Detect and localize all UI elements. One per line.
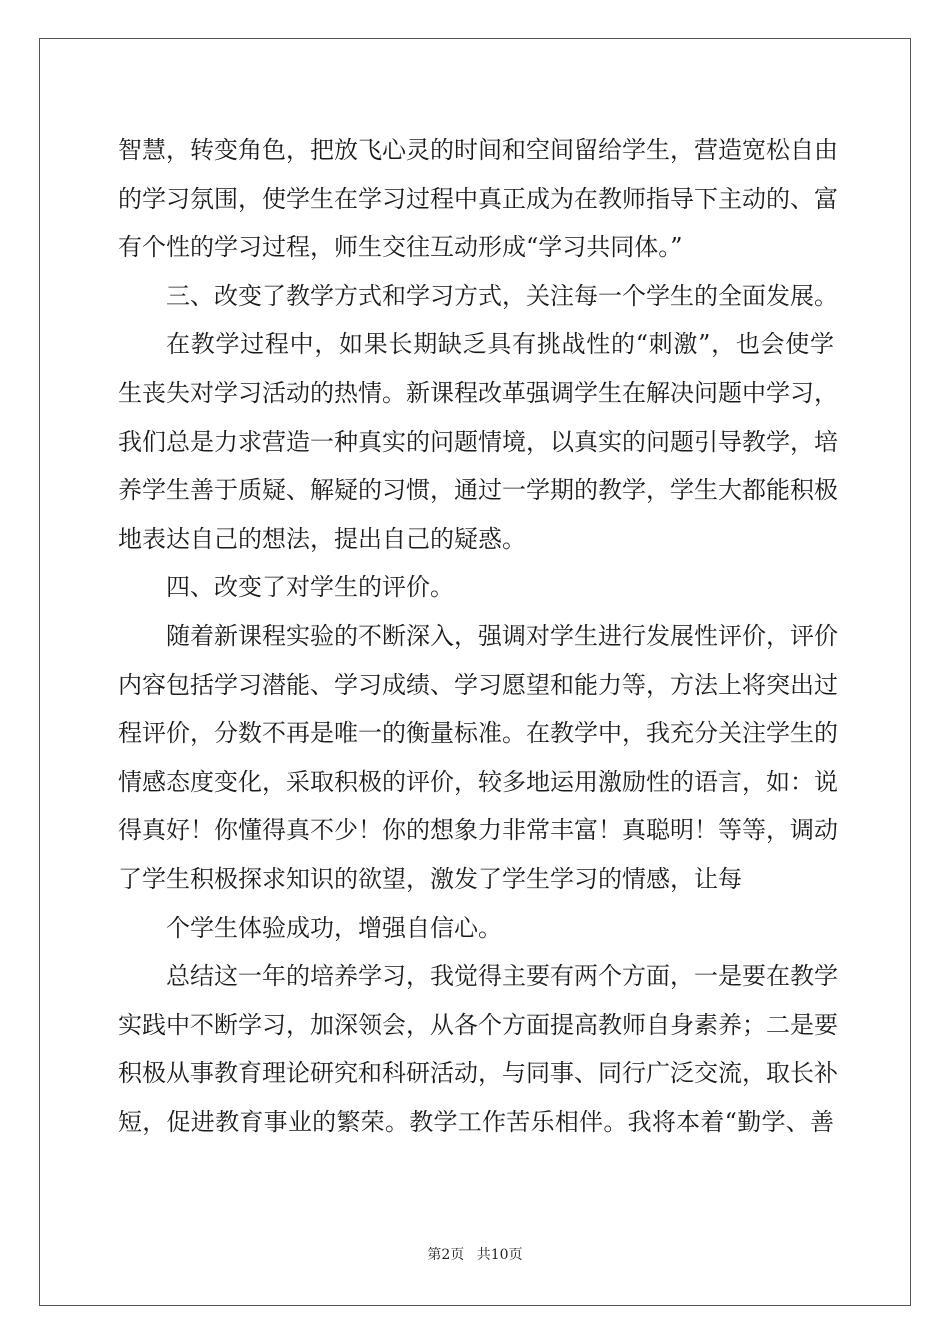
text-line: 短，促进教育事业的繁荣。教学工作苦乐相伴。我将本着“勤学、善 bbox=[118, 1107, 834, 1136]
text-line: 个学生体验成功，增强自信心。 bbox=[166, 913, 502, 942]
text-line: 有个性的学习过程，师生交往互动形成“学习共同体。” bbox=[118, 233, 683, 262]
page-number: 第2页 bbox=[427, 1247, 465, 1263]
text-line: 在教学过程中，如果长期缺乏具有挑战性的“刺激”，也会使学 bbox=[166, 330, 834, 359]
text-line: 总结这一年的培养学习，我觉得主要有两个方面，一是要在教学 bbox=[166, 962, 838, 991]
text-line: 三、改变了教学方式和学习方式，关注每一个学生的全面发展。 bbox=[166, 281, 838, 310]
text-line: 养学生善于质疑、解疑的习惯，通过一学期的教学，学生大都能积极 bbox=[118, 476, 838, 505]
text-line: 实践中不断学习，加深领会，从各个方面提高教师自身素养；二是要 bbox=[118, 1010, 838, 1039]
text-line: 智慧，转变角色，把放飞心灵的时间和空间留给学生，营造宽松自由 bbox=[118, 136, 838, 164]
text-line: 地表达自己的想法，提出自己的疑惑。 bbox=[118, 524, 526, 553]
text-line: 情感态度变化，采取积极的评价，较多地运用激励性的语言，如：说 bbox=[118, 767, 838, 796]
page-total: 共10页 bbox=[476, 1247, 523, 1263]
text-line: 积极从事教育理论研究和科研活动，与同事、同行广泛交流，取长补 bbox=[118, 1059, 838, 1088]
text-line: 内容包括学习潜能、学习成绩、学习愿望和能力等，方法上将突出过 bbox=[118, 670, 838, 699]
text-line: 得真好！你懂得真不少！你的想象力非常丰富！真聪明！等等，调动 bbox=[118, 816, 838, 845]
text-line: 了学生积极探求知识的欲望，激发了学生学习的情感，让每 bbox=[118, 864, 742, 893]
text-line: 生丧失对学习活动的热情。新课程改革强调学生在解决问题中学习， bbox=[118, 378, 838, 407]
page-footer bbox=[0, 1244, 950, 1264]
text-line: 程评价，分数不再是唯一的衡量标准。在教学中，我充分关注学生的 bbox=[118, 719, 838, 748]
text-line: 随着新课程实验的不断深入，强调对学生进行发展性评价，评价 bbox=[166, 621, 838, 650]
text-line: 我们总是力求营造一种真实的问题情境，以真实的问题引导教学，培 bbox=[118, 427, 838, 456]
document-body bbox=[118, 126, 838, 1146]
text-line: 的学习氛围，使学生在学习过程中真正成为在教师指导下主动的、富 bbox=[118, 184, 838, 213]
text-line: 四、改变了对学生的评价。 bbox=[166, 573, 454, 602]
